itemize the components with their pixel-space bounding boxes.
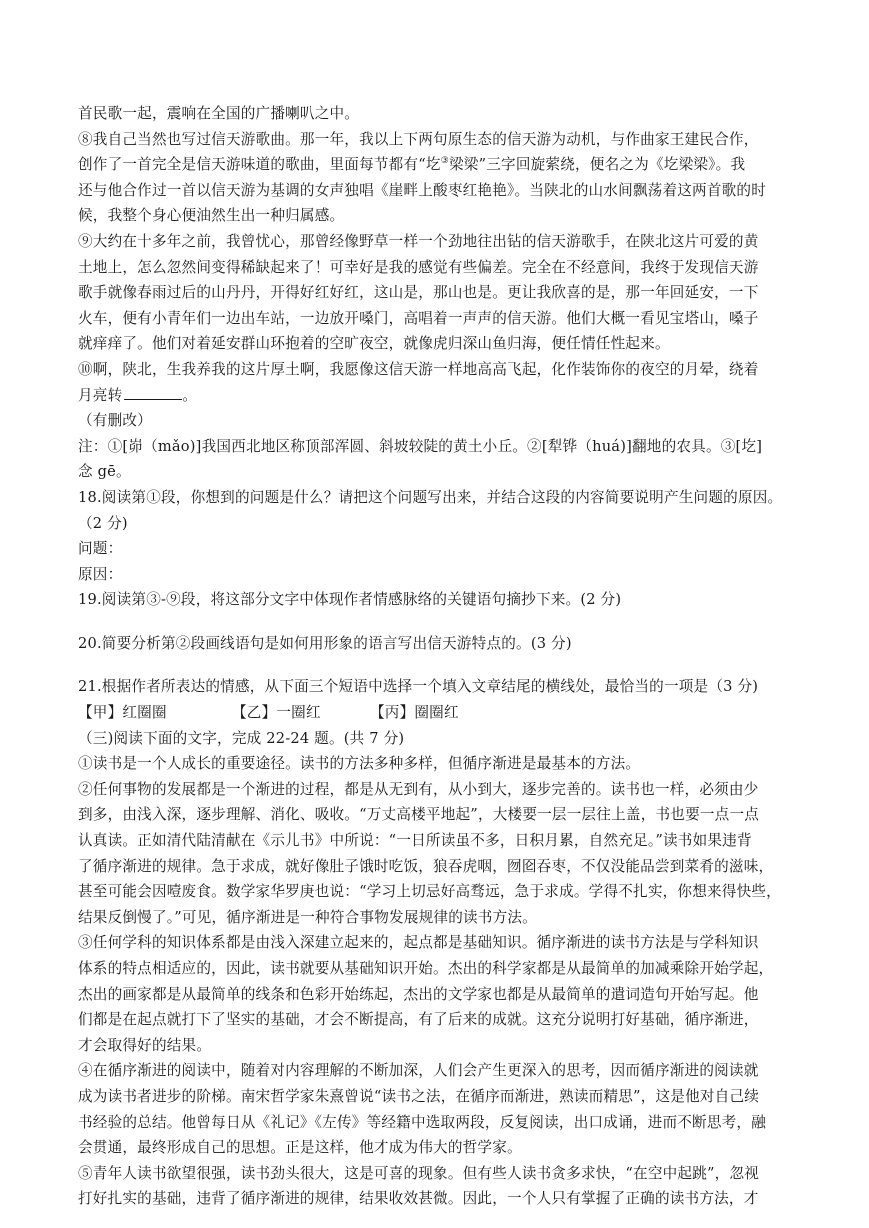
section-3-p4-line-2: 成为读书者进步的阶梯。南宋哲学家朱熹曾说“读书之法，在循序而渐进，熟读而精思”，这是他对自己续 [78, 1087, 760, 1105]
question-21: 21.根据作者所表达的情感，从下面三个短语中选择一个填入文章结尾的横线处，最恰当的一项是（3 分) [78, 678, 759, 696]
paragraph-8-line-3: 还与他合作过一首以信天游为基调的女声独唱《崖畔上酸枣红艳艳》。当陕北的山水间飘荡着这两首歌的时 [78, 181, 767, 199]
section-3-paragraph-5 [78, 1161, 796, 1212]
paragraph-8-line-4: 候，我整个身心便油然生出一种归属感。 [78, 207, 345, 225]
question-19: 19.阅读第③-⑨段，将这部分文字中体现作者情感脉络的关键语句摘抄下来。(2 分) [78, 591, 622, 609]
section-3-p4-line-4: 会贯通，最终形成自己的思想。正是这样，他才成为伟大的哲学家。 [78, 1139, 522, 1157]
section-3-p2-line-6: 结果反倒慢了。”可见，循序渐进是一种符合事物发展规律的读书方法。 [78, 908, 537, 926]
paragraph-8-line-1: ⑧我自己当然也写过信天游歌曲。那一年，我以上下两句原生态的信天游为动机，与作曲家王建民合作， [78, 130, 759, 148]
question-21-options [78, 700, 796, 726]
question-18-question-label: 问题： [78, 540, 123, 558]
section-3-p2-line-1: ②任何事物的发展都是一个渐进的过程，都是从无到有，从小到大，逐步完善的。读书也一样，必须由少 [78, 780, 759, 798]
section-3-paragraph-2 [78, 777, 796, 931]
option-yi[interactable]: 【乙】一圈红 [232, 704, 321, 722]
footnotes-line-1: 注：①[峁（mǎo)]我国西北地区称顶部浑圆、斜坡较陡的黄土小丘。②[犁铧（huá)]翻地的农具。③[圪] [78, 437, 763, 455]
question-18-line-1: 18.阅读第①段，你想到的问题是什么？请把这个问题写出来，并结合这段的内容简要说明产生问题的原因。 [78, 488, 783, 506]
section-3-p3-line-5: 才会取得好的结果。 [78, 1036, 212, 1054]
paragraph-9-line-2: 土地上，怎么忽然间变得稀缺起来了！可幸好是我的感觉有些偏差。完全在不经意间，我终于发现信天游 [78, 258, 759, 276]
paragraph-9-line-5: 就痒痒了。他们对着延安群山环抱着的空旷夜空，就像虎归深山鱼归海，便任情任性起来。 [78, 335, 670, 353]
question-18-line-2: （2 分) [78, 514, 128, 532]
footnotes-line-2: 念 gē。 [78, 463, 131, 481]
paragraph-9-line-4: 火车，便有小青年们一边出车站，一边放开嗓门，高唱着一声声的信天游。他们大概一看见宝塔山，嗓子 [78, 309, 759, 327]
answer-space-20 [78, 656, 796, 674]
question-18 [78, 485, 796, 587]
paragraph-8 [78, 127, 796, 229]
paragraph-10-line-1: ⑩啊，陕北，生我养我的这片厚土啊，我愿像这信天游一样地高高飞起，化作装饰你的夜空的月晕，绕着 [78, 360, 759, 378]
footnote-marker-3: ③ [440, 156, 449, 167]
source-note: （有删改） [78, 412, 152, 430]
section-3-paragraph-4 [78, 1058, 796, 1160]
section-3-p2-line-5: 甚至可能会因噎废食。数学家华罗庚也说：“学习上切忌好高骛远，急于求成。学得不扎实，你想来得快些， [78, 883, 781, 901]
section-3-p4-line-3: 书经验的总结。他曾每日从《礼记》《左传》等经籍中选取两段，反复阅读，出口成诵，进而不断思考，融 [78, 1113, 767, 1131]
paragraph-10-line-2 [78, 383, 796, 409]
fill-in-blank[interactable] [124, 385, 182, 400]
paragraph-8-line-2b: 梁梁”三字回旋萦绕，便名之为《圪梁梁》。我 [449, 156, 746, 174]
section-3-p3-line-4: 们都是在起点就打下了坚实的基础，才会不断提高，有了后来的成就。这充分说明打好基础，循序渐进， [78, 1011, 759, 1029]
option-jia[interactable]: 【甲】红圈圈 [78, 704, 167, 722]
paragraph-10-line-2-text: 月亮转 [78, 386, 123, 404]
paragraph-8-line-2 [78, 152, 796, 178]
question-18-reason-label: 原因： [78, 565, 123, 583]
section-3-heading: （三)阅读下面的文字，完成 22-24 题。(共 7 分) [78, 729, 405, 747]
section-3-paragraph-1: ①读书是一个人成长的重要途径。读书的方法多种多样，但循序渐进是最基本的方法。 [78, 755, 641, 773]
exam-page [78, 101, 796, 1212]
section-3-p2-line-2: 到多，由浅入深，逐步理解、消化、吸收。“万丈高楼平地起”，大楼要一层一层往上盖，书也要一点一点 [78, 806, 760, 824]
section-3-p4-line-1: ④在循序渐进的阅读中，随着对内容理解的不断加深，人们会产生更深入的思考，因而循序渐进的阅读就 [78, 1062, 759, 1080]
paragraph-9-line-1: ⑨大约在十多年之前，我曾忧心，那曾经像野草一样一个劲地往出钻的信天游歌手，在陕北这片可爱的黄 [78, 232, 759, 250]
paragraph-1-tail: 首民歌一起，震响在全国的广播喇叭之中。 [78, 105, 360, 122]
section-3-p5-line-2: 打好扎实的基础，违背了循序渐进的规律，结果收效甚微。因此，一个人只有掌握了正确的读书方法，才 [78, 1190, 759, 1208]
footnotes [78, 434, 796, 485]
section-3-p5-line-1: ⑤青年人读书欲望很强，读书劲头很大，这是可喜的现象。但有些人读书贪多求快，“在空中起跳”，忽视 [78, 1164, 760, 1182]
paragraph-9-line-3: 歌手就像春雨过后的山丹丹，开得好红好红，这山是，那山也是。更让我欣喜的是，那一年回延安，一下 [78, 284, 759, 302]
paragraph-10 [78, 357, 796, 408]
option-bing[interactable]: 【丙】圈圈红 [370, 704, 459, 722]
section-3-p3-line-3: 杰出的画家都是从最简单的线条和色彩开始练起，杰出的文学家也都是从最简单的遣词造句开始写起。他 [78, 985, 759, 1003]
section-3-p3-line-1: ③任何学科的知识体系都是由浅入深建立起来的，起点都是基础知识。循序渐进的读书方法是与学科知识 [78, 934, 759, 952]
section-3-p2-line-4: 了循序渐进的规律。急于求成，就好像肚子饿时吃饭，狼吞虎咽，囫囵吞枣，不仅没能品尝到菜肴的滋味， [78, 857, 774, 875]
answer-space-19 [78, 613, 796, 631]
paragraph-9 [78, 229, 796, 357]
section-3-p2-line-3: 认真读。正如清代陆清献在《示儿书》中所说：“一日所读虽不多，日积月累，自然充足。”读书如果违背 [78, 832, 752, 850]
paragraph-8-line-2a: 创作了一首完全是信天游味道的歌曲，里面每节都有“圪 [78, 156, 441, 174]
paragraph-10-end: 。 [182, 386, 198, 404]
section-3-p3-line-2: 体系的特点相适应的，因此，读书就要从基础知识开始。杰出的科学家都是从最简单的加减乘除开始学起， [78, 960, 774, 977]
question-20: 20.简要分析第②段画线语句是如何用形象的语言写出信天游特点的。(3 分) [78, 634, 572, 652]
section-3-paragraph-3 [78, 930, 796, 1058]
